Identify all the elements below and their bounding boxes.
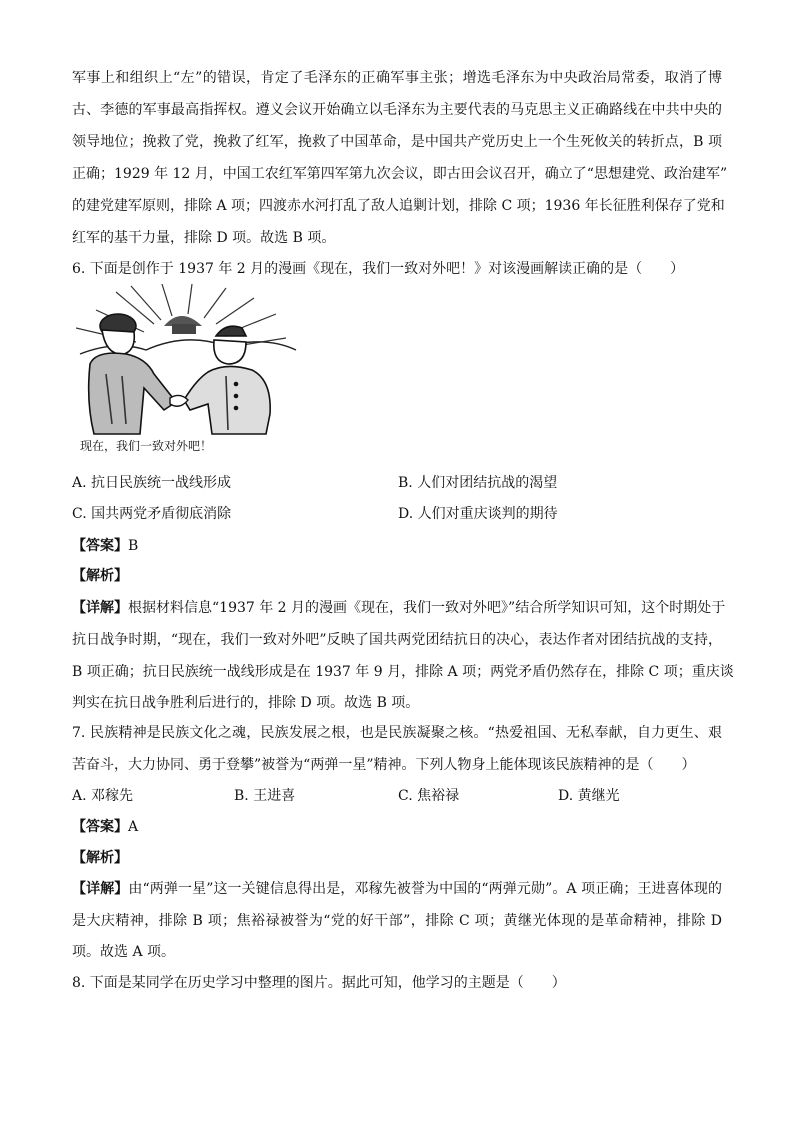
q5-analysis-line-4: 正确；1929 年 12 月，中国工农红军第四军第九次会议，即古田会议召开，确立了“思想建党、政治建军” <box>72 166 728 182</box>
q7-answer-line <box>72 817 722 837</box>
q6-analysis-label: 【解析】 <box>72 568 128 584</box>
q6-cartoon-caption: 现在，我们一致对外吧！ <box>80 439 213 453</box>
q7-answer-label: 【答案】 <box>72 819 128 835</box>
q7-stem-line-1: 7. 民族精神是民族文化之魂，民族发展之根，也是民族凝聚之核。“热爱祖国、无私奉献，自力更生、艰 <box>72 725 722 741</box>
q6-detail-label: 【详解】 <box>72 600 128 616</box>
q6-cartoon-image <box>76 284 298 456</box>
q6-detail-line-1 <box>72 598 726 618</box>
q6-option-a[interactable]: A. 抗日民族统一战线形成 <box>72 475 232 491</box>
q7-option-d[interactable]: D. 黄继光 <box>558 788 620 804</box>
q5-analysis-line-1: 军事上和组织上“左”的错误，肯定了毛泽东的正确军事主张；增选毛泽东为中央政治局常委，取消了博 <box>72 70 722 86</box>
q6-option-c[interactable]: C. 国共两党矛盾彻底消除 <box>72 506 232 522</box>
q6-detail-text-1: 根据材料信息“1937 年 2 月的漫画《现在，我们一致对外吧》”结合所学知识可知，这个时期处于 <box>128 600 726 616</box>
q7-option-c[interactable]: C. 焦裕禄 <box>398 788 460 804</box>
q6-option-b[interactable]: B. 人们对团结抗战的渴望 <box>398 475 558 491</box>
q7-detail-text-1: 由“两弹一星”这一关键信息得出是，邓稼先被誉为中国的“两弹元勋”。A 项正确；王进喜体现的 <box>128 881 723 897</box>
q6-detail-line-4: 判实在抗日战争胜利后进行的，排除 D 项。故选 B 项。 <box>72 695 420 711</box>
q6-answer-line <box>72 536 722 556</box>
q5-analysis-line-5: 的建党建军原则，排除 A 项；四渡赤水河打乱了敌人追剿计划，排除 C 项；1936 年长征胜利保存了党和 <box>72 198 725 214</box>
q7-detail-line-2: 是大庆精神，排除 B 项；焦裕禄被誉为“党的好干部”，排除 C 项；黄继光体现的是革命精神，排除 D <box>72 913 722 929</box>
q7-option-a[interactable]: A. 邓稼先 <box>72 788 134 804</box>
q6-detail-line-2: 抗日战争时期，“现在，我们一致对外吧”反映了国共两党团结抗日的决心，表达作者对团结抗战的支持， <box>72 632 722 648</box>
q5-analysis-line-3: 领导地位；挽救了党，挽救了红军，挽救了中国革命，是中国共产党历史上一个生死攸关的转折点，B 项 <box>72 134 722 150</box>
q7-answer-value: A <box>128 819 139 835</box>
q7-analysis-label: 【解析】 <box>72 850 128 866</box>
q5-analysis-line-6: 红军的基干力量，排除 D 项。故选 B 项。 <box>72 230 336 246</box>
q6-answer-value: B <box>128 538 139 554</box>
q5-analysis-line-2: 古、李德的军事最高指挥权。遵义会议开始确立以毛泽东为主要代表的马克思主义正确路线在中共中央的 <box>72 102 722 118</box>
q6-detail-line-3: B 项正确；抗日民族统一战线形成是在 1937 年 9 月，排除 A 项；两党矛盾仍然存在，排除 C 项；重庆谈 <box>72 664 734 680</box>
q8-stem: 8. 下面是某同学在历史学习中整理的图片。据此可知，他学习的主题是（ ） <box>72 975 566 991</box>
q7-detail-label: 【详解】 <box>72 881 129 897</box>
q7-option-b[interactable]: B. 王进喜 <box>234 788 296 804</box>
q6-answer-label: 【答案】 <box>72 538 128 554</box>
q7-detail-line-3: 项。故选 A 项。 <box>72 944 176 960</box>
q7-stem-line-2: 苦奋斗，大力协同、勇于登攀”被誉为“两弹一星”精神。下列人物身上能体现该民族精神的是（ ） <box>72 757 696 773</box>
q6-stem: 6. 下面是创作于 1937 年 2 月的漫画《现在，我们一致对外吧！》对该漫画解读正确的是（ ） <box>72 261 685 277</box>
q7-detail-line-1 <box>72 879 722 899</box>
q6-option-d[interactable]: D. 人们对重庆谈判的期待 <box>398 506 558 522</box>
